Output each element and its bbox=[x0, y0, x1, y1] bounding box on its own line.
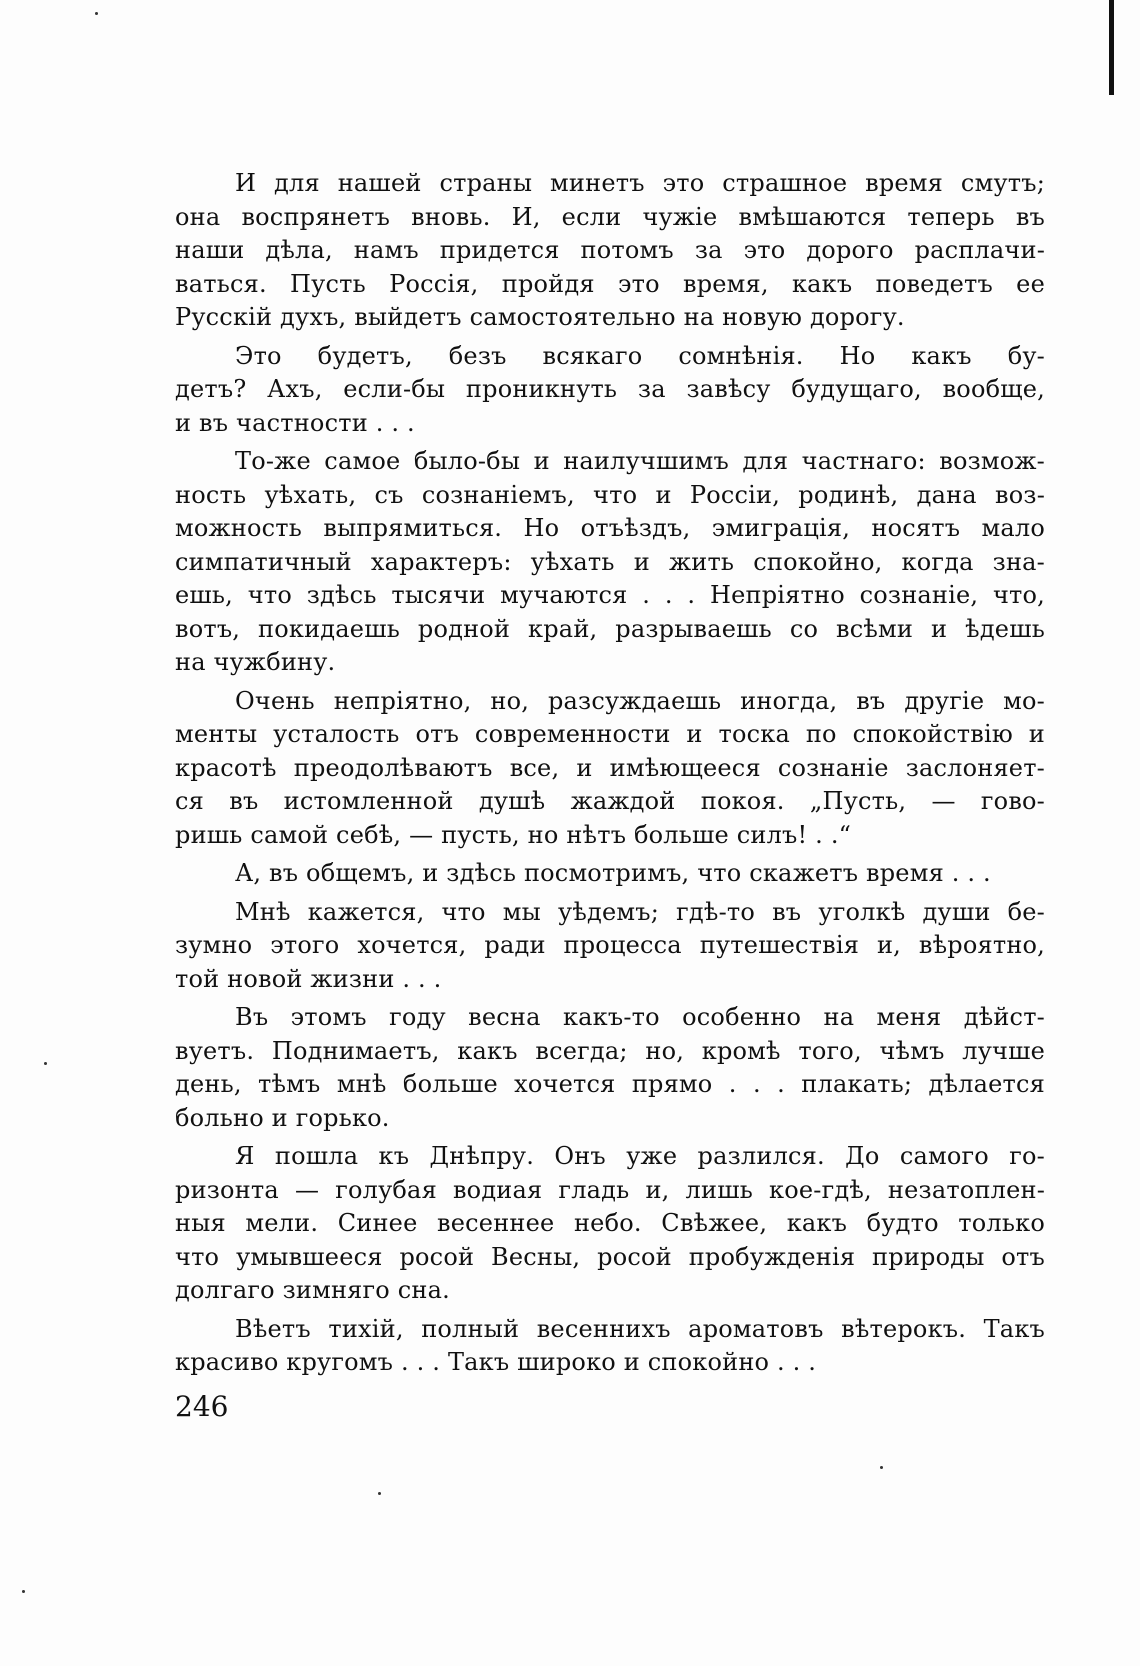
text-line: Въ этомъ году весна какъ-то особенно на меня дѣйст- bbox=[235, 1003, 1045, 1031]
text-line: ваться. Пусть Россія, пройдя это время, какъ поведетъ ее bbox=[175, 269, 1045, 298]
text-line: можность выпрямиться. Но отъѣздъ, эмиграція, носятъ мало bbox=[175, 514, 1045, 542]
text-line: ешь, что здѣсь тысячи мучаются . . . Непріятно сознаніе, что, bbox=[175, 581, 1045, 609]
text-line: Очень непріятно, но, разсуждаешь иногда, въ другіе мо- bbox=[235, 686, 1045, 715]
text-line: Это будетъ, безъ всякаго сомнѣнія. Но какъ бу- bbox=[235, 341, 1045, 370]
text-line: Мнѣ кажется, что мы уѣдемъ; гдѣ-то въ уголкѣ души бе- bbox=[235, 897, 1045, 926]
text-line: ришь самой себѣ, — пусть, но нѣтъ больше силъ! . .“ bbox=[175, 820, 852, 849]
text-line: ся въ истомленной душѣ жаждой покоя. „Пусть, — гово- bbox=[175, 787, 1045, 815]
text-line: красиво кругомъ . . . Такъ широко и спокойно . . . bbox=[175, 1348, 817, 1376]
paragraph bbox=[175, 1313, 1045, 1380]
page-number: 246 bbox=[175, 1390, 229, 1423]
text-line: То-же самое было-бы и наилучшимъ для частнаго: возмож- bbox=[235, 447, 1045, 475]
body-text bbox=[175, 167, 1045, 1385]
paragraph bbox=[175, 445, 1045, 680]
text-line: детъ? Ахъ, если-бы проникнуть за завѣсу будущаго, вообще, bbox=[175, 375, 1045, 403]
text-line: больно и горько. bbox=[175, 1103, 390, 1132]
text-line: менты усталость отъ современности и тоска по спокойствію и bbox=[175, 720, 1045, 748]
text-line: И для нашей страны минетъ это страшное время смутъ; bbox=[235, 169, 1045, 197]
paragraph bbox=[175, 167, 1045, 335]
paragraph bbox=[175, 685, 1045, 853]
paragraph bbox=[175, 896, 1045, 997]
text-line: наши дѣла, намъ придется потомъ за это дорого расплачи- bbox=[175, 236, 1045, 264]
paragraph bbox=[175, 340, 1045, 441]
text-line: Я пошла къ Днѣпру. Онъ уже разлился. До самого го- bbox=[235, 1142, 1045, 1170]
paragraph bbox=[175, 1001, 1045, 1135]
text-line: и въ частности . . . bbox=[175, 408, 415, 437]
text-line: красотѣ преодолѣваютъ все, и имѣющееся сознаніе заслоняет- bbox=[175, 753, 1045, 782]
text-line: зумно этого хочется, ради процесса путешествія и, вѣроятно, bbox=[175, 931, 1045, 959]
page-edge-mark bbox=[1109, 0, 1114, 95]
scan-speck bbox=[22, 1590, 25, 1593]
text-line: ризонта — голубая водиая гладь и, лишь кое-гдѣ, незатоплен- bbox=[175, 1175, 1045, 1204]
text-line: вуетъ. Поднимаетъ, какъ всегда; но, кромѣ того, чѣмъ лучше bbox=[175, 1036, 1045, 1065]
text-line: она воспрянетъ вновь. И, если чужіе вмѣшаются теперь въ bbox=[175, 202, 1045, 231]
paragraph bbox=[175, 1140, 1045, 1308]
scan-speck bbox=[95, 12, 98, 15]
text-line: Вѣетъ тихій, полный весеннихъ ароматовъ вѣтерокъ. Такъ bbox=[235, 1314, 1045, 1343]
text-line: долгаго зимняго сна. bbox=[175, 1276, 450, 1304]
scan-speck bbox=[44, 1062, 47, 1065]
text-line: А, въ общемъ, и здѣсь посмотримъ, что скажетъ время . . . bbox=[235, 859, 991, 887]
text-line: Русскій духъ, выйдетъ самостоятельно на новую дорогу. bbox=[175, 303, 905, 331]
text-line: вотъ, покидаешь родной край, разрываешь со всѣми и ѣдешь bbox=[175, 614, 1045, 643]
text-line: день, тѣмъ мнѣ больше хочется прямо . . . плакать; дѣлается bbox=[175, 1070, 1045, 1098]
text-line: ность уѣхать, съ сознаніемъ, что и Россіи, родинѣ, дана воз- bbox=[175, 480, 1045, 509]
paragraph bbox=[175, 857, 1045, 891]
text-line: на чужбину. bbox=[175, 648, 336, 676]
scan-speck bbox=[378, 1492, 381, 1495]
text-line: что умывшееся росой Весны, росой пробужденія природы отъ bbox=[175, 1242, 1045, 1271]
scan-speck bbox=[880, 1466, 883, 1469]
text-line: ныя мели. Синее весеннее небо. Свѣжее, какъ будто только bbox=[175, 1209, 1045, 1237]
text-line: симпатичный характеръ: уѣхать и жить спокойно, когда зна- bbox=[175, 547, 1045, 576]
text-line: той новой жизни . . . bbox=[175, 964, 442, 993]
